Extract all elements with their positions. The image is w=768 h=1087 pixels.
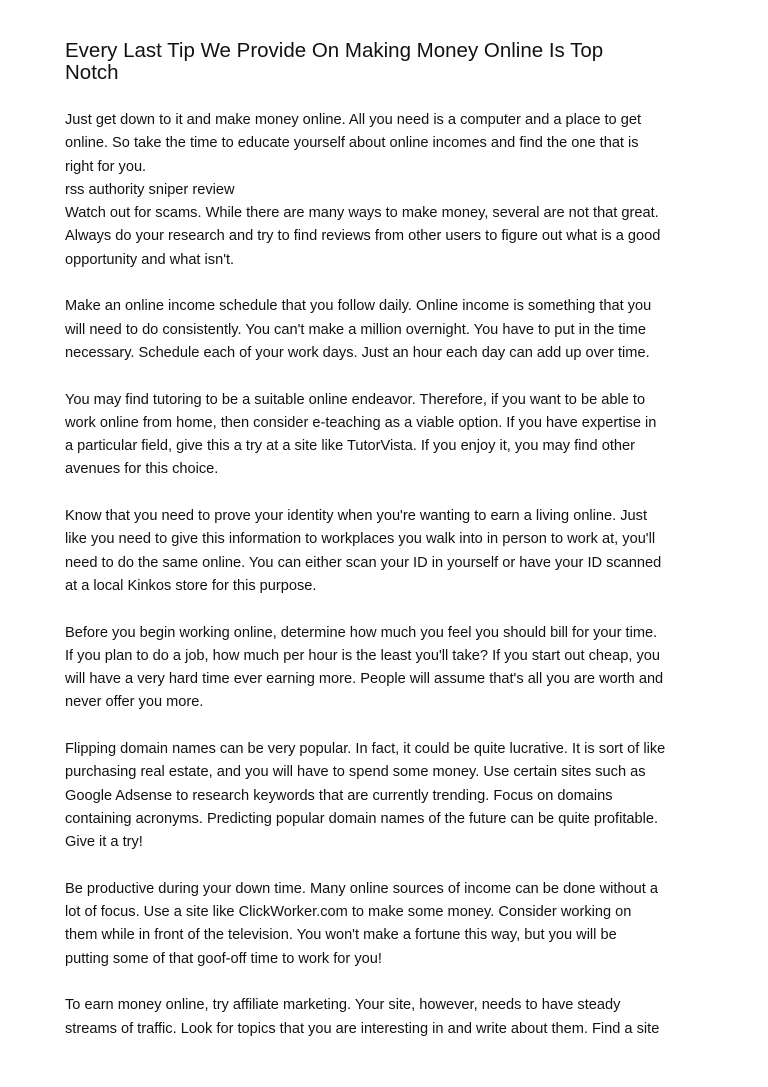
text-line: Give it a try! <box>65 834 143 851</box>
paragraph-scams <box>65 202 715 272</box>
paragraph-billing <box>65 622 715 715</box>
text-line: online. So take the time to educate yourself about online incomes and find the one that is <box>65 135 639 152</box>
text-line: Watch out for scams. While there are many ways to make money, several are not that great. <box>65 205 659 222</box>
text-line: opportunity and what isn't. <box>65 251 235 268</box>
text-line: them while in front of the television. You won't make a fortune this way, but you will be <box>65 927 617 944</box>
text-line: at a local Kinkos store for this purpose. <box>65 577 317 594</box>
text-line: lot of focus. Use a site like ClickWorker.com to make some money. Consider working on <box>65 904 632 921</box>
text-line: putting some of that goof-off time to work for you! <box>65 950 382 967</box>
text-line: purchasing real estate, and you will have to spend some money. Use certain sites such as <box>65 764 646 781</box>
document-title <box>65 40 715 84</box>
text-line: will have a very hard time ever earning more. People will assume that's all you are worth and <box>65 671 664 688</box>
text-line: Before you begin working online, determine how much you feel you should bill for your time. <box>65 624 658 641</box>
paragraph-affiliate <box>65 994 715 1041</box>
paragraph-domains <box>65 738 715 854</box>
text-line: work online from home, then consider e-teaching as a viable option. If you have expertise in <box>65 414 657 431</box>
paragraph-schedule <box>65 295 715 365</box>
intro-paragraph <box>65 109 715 202</box>
text-line: necessary. Schedule each of your work days. Just an hour each day can add up over time. <box>65 344 650 361</box>
paragraph-downtime <box>65 878 715 971</box>
text-line: Know that you need to prove your identity when you're wanting to earn a living online. Just <box>65 508 648 525</box>
text-line: containing acronyms. Predicting popular domain names of the future can be quite profitable. <box>65 810 659 827</box>
text-line: You may find tutoring to be a suitable online endeavor. Therefore, if you want to be able to <box>65 391 646 408</box>
text-line: a particular field, give this a try at a site like TutorVista. If you enjoy it, you may find other <box>65 438 635 455</box>
text-line: If you plan to do a job, how much per hour is the least you'll take? If you start out cheap, you <box>65 647 660 664</box>
text-line: To earn money online, try affiliate marketing. Your site, however, needs to have steady <box>65 997 621 1014</box>
text-line: right for you. <box>65 158 147 175</box>
text-line: Google Adsense to research keywords that are currently trending. Focus on domains <box>65 787 613 804</box>
text-line: like you need to give this information to workplaces you walk into in person to work at, you'll <box>65 531 656 548</box>
document-page <box>65 40 715 1041</box>
text-line: never offer you more. <box>65 694 204 711</box>
title-line: Notch <box>65 61 119 84</box>
text-line: Flipping domain names can be very popular. In fact, it could be quite lucrative. It is sort of like <box>65 741 666 758</box>
text-line: Just get down to it and make money online. All you need is a computer and a place to get <box>65 112 641 128</box>
text-line: avenues for this choice. <box>65 461 219 478</box>
text-line: Be productive during your down time. Many online sources of income can be done without a <box>65 880 659 897</box>
text-line: Always do your research and try to find reviews from other users to figure out what is a good <box>65 228 661 245</box>
document-body <box>65 109 715 1041</box>
anchor-text-link[interactable]: rss authority sniper review <box>65 181 235 198</box>
text-line: will need to do consistently. You can't make a million overnight. You have to put in the time <box>65 321 646 338</box>
paragraph-tutoring <box>65 389 715 482</box>
text-line: streams of traffic. Look for topics that you are interesting in and write about them. Find a site <box>65 1020 660 1037</box>
text-line: need to do the same online. You can either scan your ID in yourself or have your ID scanned <box>65 554 662 571</box>
text-line: Make an online income schedule that you follow daily. Online income is something that you <box>65 298 652 315</box>
paragraph-identity <box>65 505 715 598</box>
title-line: Every Last Tip We Provide On Making Money Online Is Top <box>65 39 604 62</box>
